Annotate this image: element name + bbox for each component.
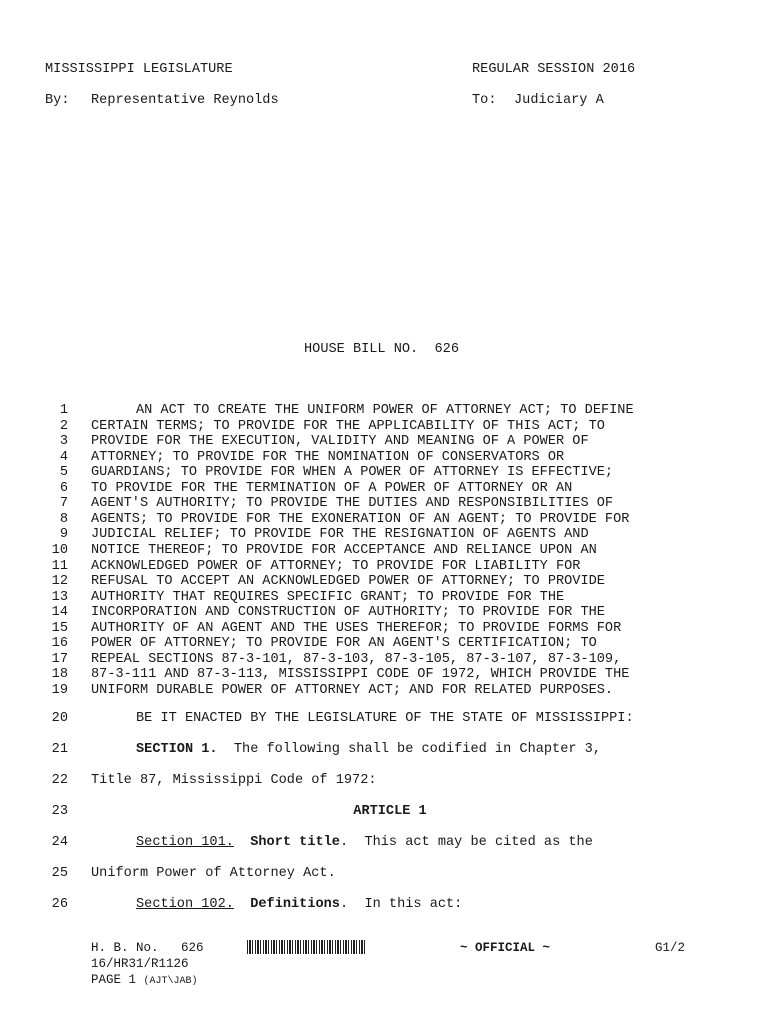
act-title-line: REFUSAL TO ACCEPT AN ACKNOWLEDGED POWER OF ATTORNEY; TO PROVIDE bbox=[91, 574, 605, 589]
line-number: 7 bbox=[59, 496, 68, 512]
act-title-line: REPEAL SECTIONS 87-3-101, 87-3-103, 87-3-105, 87-3-107, 87-3-109, bbox=[91, 651, 622, 667]
section-1-text: The following shall be codified in Chapter 3, bbox=[217, 742, 601, 757]
act-title-line: CERTAIN TERMS; TO PROVIDE FOR THE APPLICABILITY OF THIS ACT; TO bbox=[91, 418, 605, 434]
line-number: 12 bbox=[51, 574, 68, 589]
line-number: 20 bbox=[51, 711, 68, 726]
line-number: 2 bbox=[59, 418, 68, 434]
section-1-heading: SECTION 1. bbox=[136, 742, 218, 757]
line-number: 25 bbox=[51, 866, 68, 881]
sponsor-name: Representative Reynolds bbox=[91, 93, 279, 108]
line-number: 10 bbox=[51, 543, 68, 558]
section-101-text: . This act may be cited as the bbox=[339, 835, 593, 850]
section-102-heading: Definitions bbox=[250, 897, 340, 912]
act-title-line: AGENT'S AUTHORITY; TO PROVIDE THE DUTIES AND RESPONSIBILITIES OF bbox=[91, 496, 614, 512]
line-number: 18 bbox=[51, 667, 68, 683]
act-title-line: TO PROVIDE FOR THE TERMINATION OF A POWER OF ATTORNEY OR AN bbox=[91, 480, 573, 496]
legislature-name: MISSISSIPPI LEGISLATURE bbox=[45, 62, 233, 77]
line-number: 5 bbox=[59, 465, 68, 481]
enacting-clause: BE IT ENACTED BY THE LEGISLATURE OF THE STATE OF MISSISSIPPI: bbox=[136, 711, 634, 726]
act-title-line: UNIFORM DURABLE POWER OF ATTORNEY ACT; AND FOR RELATED PURPOSES. bbox=[91, 682, 614, 698]
act-title-line: JUDICIAL RELIEF; TO PROVIDE FOR THE RESIGNATION OF AGENTS AND bbox=[91, 527, 589, 543]
section-101-number: Section 101. bbox=[136, 835, 234, 850]
act-title-line: AUTHORITY OF AN AGENT AND THE USES THEREFOR; TO PROVIDE FORMS FOR bbox=[91, 620, 622, 636]
act-title-line: INCORPORATION AND CONSTRUCTION OF AUTHORITY; TO PROVIDE FOR THE bbox=[91, 605, 605, 621]
act-title-line: ATTORNEY; TO PROVIDE FOR THE NOMINATION OF CONSERVATORS OR bbox=[91, 449, 565, 465]
act-title-line: POWER OF ATTORNEY; TO PROVIDE FOR AN AGENT'S CERTIFICATION; TO bbox=[91, 636, 597, 652]
line-number: 22 bbox=[51, 773, 68, 788]
line-number: 26 bbox=[51, 897, 68, 912]
act-title-line: GUARDIANS; TO PROVIDE FOR WHEN A POWER OF ATTORNEY IS EFFECTIVE; bbox=[91, 465, 614, 481]
line-number: 4 bbox=[59, 449, 68, 465]
version-code: G1/2 bbox=[655, 941, 686, 955]
act-title-line: PROVIDE FOR THE EXECUTION, VALIDITY AND MEANING OF A POWER OF bbox=[91, 434, 589, 450]
official-label: ~ OFFICIAL ~ bbox=[460, 941, 551, 955]
article-heading-text: ARTICLE 1 bbox=[353, 804, 427, 819]
line-number: 11 bbox=[51, 558, 68, 574]
committee-label: To: bbox=[472, 93, 497, 108]
line-number: 24 bbox=[51, 835, 68, 850]
bill-title: HOUSE BILL NO. 626 bbox=[304, 342, 459, 357]
line-number: 15 bbox=[51, 620, 68, 636]
line-number: 6 bbox=[59, 480, 68, 496]
line-number: 3 bbox=[59, 434, 68, 450]
act-title-line: AUTHORITY THAT REQUIRES SPECIFIC GRANT; TO PROVIDE FOR THE bbox=[91, 589, 565, 605]
act-title-line: 87-3-111 AND 87-3-113, MISSISSIPPI CODE OF 1972, WHICH PROVIDE THE bbox=[91, 667, 630, 683]
section-102-text: . In this act: bbox=[339, 897, 463, 912]
line-number: 1 bbox=[59, 403, 68, 418]
act-title-line: AGENTS; TO PROVIDE FOR THE EXONERATION OF AN AGENT; TO PROVIDE FOR bbox=[91, 511, 630, 527]
section-1-line bbox=[91, 742, 601, 757]
act-title-line: AN ACT TO CREATE THE UNIFORM POWER OF ATTORNEY ACT; TO DEFINE bbox=[136, 403, 634, 418]
section-101-heading: Short title bbox=[250, 835, 340, 850]
section-102-line bbox=[91, 897, 462, 912]
drafter-initials: (AJT\JAB) bbox=[143, 976, 198, 987]
section-102-number: Section 102. bbox=[136, 897, 234, 912]
line-number: 21 bbox=[51, 742, 68, 757]
line-number: 16 bbox=[51, 636, 68, 652]
page-number bbox=[91, 973, 198, 987]
committee-name: Judiciary A bbox=[514, 93, 604, 108]
line-number: 14 bbox=[51, 605, 68, 621]
document-code: 16/HR31/R1126 bbox=[91, 957, 189, 971]
codification-line: Title 87, Mississippi Code of 1972: bbox=[91, 773, 377, 788]
sponsor-label: By: bbox=[45, 93, 70, 108]
section-101-line bbox=[91, 835, 593, 850]
line-number: 9 bbox=[59, 527, 68, 543]
page-label: PAGE 1 bbox=[91, 973, 137, 987]
act-name-line: Uniform Power of Attorney Act. bbox=[91, 866, 336, 881]
session-label: REGULAR SESSION 2016 bbox=[472, 62, 636, 77]
line-number: 17 bbox=[51, 651, 68, 667]
line-number: 8 bbox=[59, 511, 68, 527]
act-title-line: ACKNOWLEDGED POWER OF ATTORNEY; TO PROVIDE FOR LIABILITY FOR bbox=[91, 558, 581, 574]
line-number: 23 bbox=[51, 804, 68, 819]
article-heading bbox=[91, 804, 689, 819]
line-number: 19 bbox=[51, 682, 68, 698]
line-number: 13 bbox=[51, 589, 68, 605]
footer-bill-number: H. B. No. 626 bbox=[91, 941, 204, 955]
act-title-line: NOTICE THEREOF; TO PROVIDE FOR ACCEPTANCE AND RELIANCE UPON AN bbox=[91, 543, 597, 558]
barcode-image bbox=[247, 940, 367, 954]
